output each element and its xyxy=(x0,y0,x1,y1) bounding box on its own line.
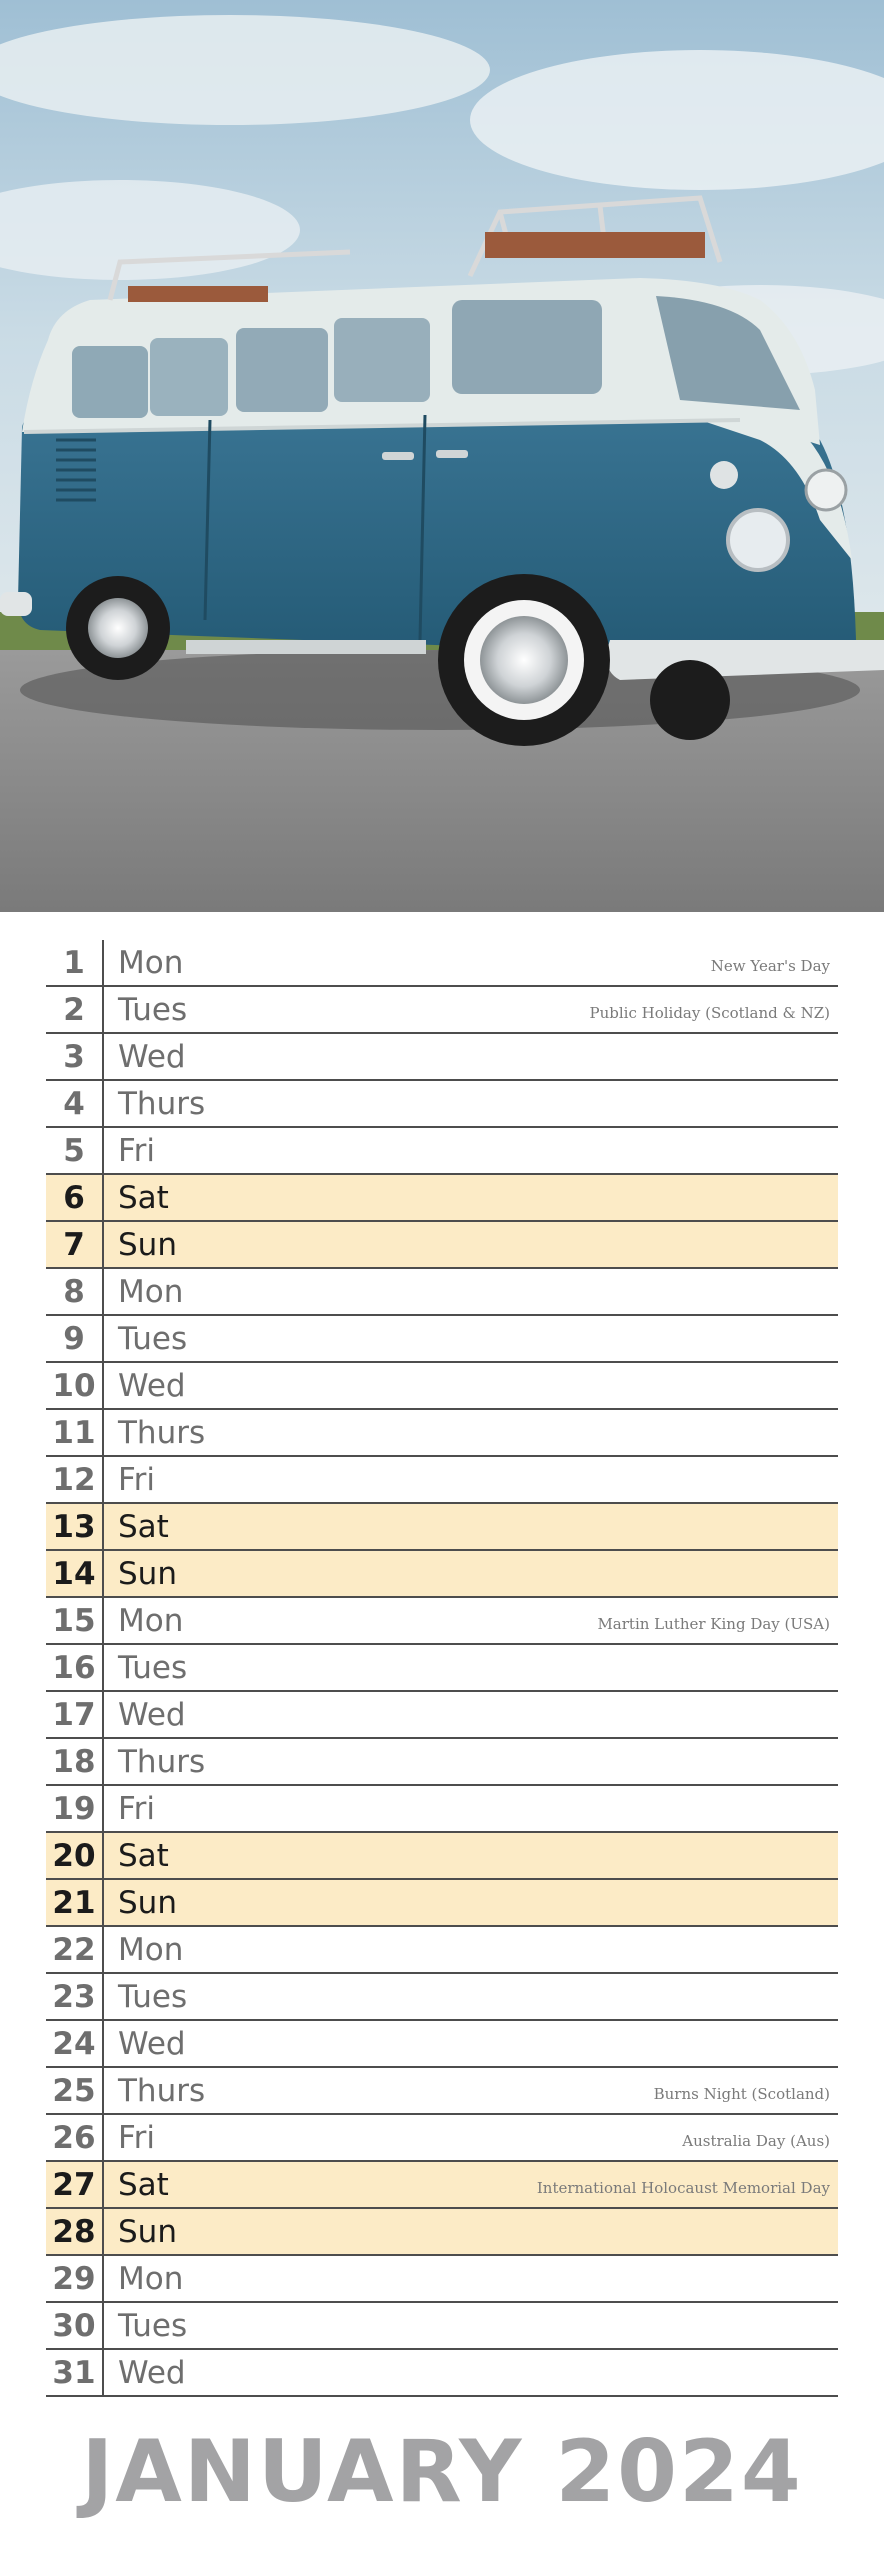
calendar-row xyxy=(46,2256,838,2303)
roof-rack-slats xyxy=(485,232,705,258)
holiday-note: International Holocaust Memorial Day xyxy=(536,2179,830,2197)
indicator-light xyxy=(710,461,738,489)
far-front-wheel xyxy=(650,660,730,740)
calendar-row xyxy=(46,2115,838,2162)
calendar-row xyxy=(46,987,838,1034)
weekday-name: Mon xyxy=(118,2261,184,2297)
day-number: 28 xyxy=(46,2209,104,2254)
day-number: 6 xyxy=(46,1175,104,1220)
calendar-row xyxy=(46,1081,838,1128)
weekday-name: Wed xyxy=(118,2026,186,2062)
weekday-name: Thurs xyxy=(118,2073,206,2109)
running-board xyxy=(186,640,426,654)
front-wheel-hub xyxy=(480,616,568,704)
calendar-row xyxy=(46,1598,838,1645)
day-number: 24 xyxy=(46,2021,104,2066)
day-number: 17 xyxy=(46,1692,104,1737)
day-number: 22 xyxy=(46,1927,104,1972)
day-number: 12 xyxy=(46,1457,104,1502)
weekday-name: Sat xyxy=(118,1838,169,1874)
roof-rack-slats xyxy=(128,286,268,302)
calendar-row xyxy=(46,1739,838,1786)
calendar-row xyxy=(46,2303,838,2350)
holiday-note: Burns Night (Scotland) xyxy=(653,2085,830,2103)
engine-vents xyxy=(56,440,96,500)
window xyxy=(236,328,328,412)
calendar-row xyxy=(46,1128,838,1175)
weekday-name: Thurs xyxy=(118,1744,206,1780)
headlight xyxy=(728,510,788,570)
weekday-name: Tues xyxy=(118,1979,188,2015)
calendar-row xyxy=(46,1692,838,1739)
calendar-row-weekend xyxy=(46,1504,838,1551)
calendar-row xyxy=(46,2068,838,2115)
calendar-row-weekend xyxy=(46,1551,838,1598)
day-number: 2 xyxy=(46,987,104,1032)
vw-camper-van-photo xyxy=(0,0,884,912)
weekday-name: Wed xyxy=(118,1697,186,1733)
day-number: 15 xyxy=(46,1598,104,1643)
weekday-name: Mon xyxy=(118,1603,184,1639)
holiday-note: Australia Day (Aus) xyxy=(682,2132,830,2150)
day-number: 23 xyxy=(46,1974,104,2019)
vw-emblem xyxy=(806,470,846,510)
weekday-name: Tues xyxy=(118,1650,188,1686)
day-number: 16 xyxy=(46,1645,104,1690)
calendar-row-weekend xyxy=(46,1222,838,1269)
weekday-name: Sat xyxy=(118,2167,169,2203)
day-number: 21 xyxy=(46,1880,104,1925)
day-number: 29 xyxy=(46,2256,104,2301)
weekday-name: Wed xyxy=(118,1368,186,1404)
day-number: 3 xyxy=(46,1034,104,1079)
weekday-name: Fri xyxy=(118,1462,155,1498)
calendar-row-weekend xyxy=(46,2162,838,2209)
weekday-name: Mon xyxy=(118,1274,184,1310)
window xyxy=(452,300,602,394)
calendar-row-weekend xyxy=(46,1880,838,1927)
day-number: 13 xyxy=(46,1504,104,1549)
weekday-name: Sun xyxy=(118,1227,177,1263)
weekday-name: Thurs xyxy=(118,1086,206,1122)
weekday-name: Sun xyxy=(118,1885,177,1921)
calendar-row xyxy=(46,2350,838,2397)
weekday-name: Sun xyxy=(118,1556,177,1592)
day-number: 18 xyxy=(46,1739,104,1784)
holiday-note: Martin Luther King Day (USA) xyxy=(597,1615,830,1633)
rear-bumper xyxy=(0,592,32,616)
day-number: 1 xyxy=(46,940,104,985)
day-number: 7 xyxy=(46,1222,104,1267)
calendar-row xyxy=(46,1269,838,1316)
day-number: 20 xyxy=(46,1833,104,1878)
day-number: 26 xyxy=(46,2115,104,2160)
calendar-day-list xyxy=(46,940,838,2397)
weekday-name: Thurs xyxy=(118,1415,206,1451)
day-number: 9 xyxy=(46,1316,104,1361)
calendar-row xyxy=(46,1974,838,2021)
calendar-row-weekend xyxy=(46,1175,838,1222)
holiday-note: Public Holiday (Scotland & NZ) xyxy=(589,1004,830,1022)
window xyxy=(334,318,430,402)
holiday-note: New Year's Day xyxy=(710,957,830,975)
window xyxy=(150,338,228,416)
calendar-row xyxy=(46,1316,838,1363)
day-number: 11 xyxy=(46,1410,104,1455)
weekday-name: Wed xyxy=(118,1039,186,1075)
weekday-name: Tues xyxy=(118,2308,188,2344)
day-number: 31 xyxy=(46,2350,104,2395)
weekday-name: Fri xyxy=(118,1133,155,1169)
weekday-name: Tues xyxy=(118,1321,188,1357)
weekday-name: Mon xyxy=(118,1932,184,1968)
calendar-row xyxy=(46,1363,838,1410)
day-number: 5 xyxy=(46,1128,104,1173)
calendar-row-weekend xyxy=(46,1833,838,1880)
door-handle xyxy=(436,450,468,458)
rear-wheel-hub xyxy=(88,598,148,658)
day-number: 30 xyxy=(46,2303,104,2348)
calendar-row xyxy=(46,1927,838,1974)
calendar-row xyxy=(46,1786,838,1833)
weekday-name: Fri xyxy=(118,2120,155,2156)
day-number: 10 xyxy=(46,1363,104,1408)
calendar-row xyxy=(46,1410,838,1457)
weekday-name: Sat xyxy=(118,1509,169,1545)
window xyxy=(72,346,148,418)
month-title: JANUARY 2024 xyxy=(81,2422,803,2522)
calendar-row xyxy=(46,2021,838,2068)
day-number: 14 xyxy=(46,1551,104,1596)
calendar-row-weekend xyxy=(46,2209,838,2256)
day-number: 4 xyxy=(46,1081,104,1126)
day-number: 25 xyxy=(46,2068,104,2113)
calendar-row xyxy=(46,1034,838,1081)
door-handle xyxy=(382,452,414,460)
day-number: 8 xyxy=(46,1269,104,1314)
weekday-name: Tues xyxy=(118,992,188,1028)
calendar-row xyxy=(46,1457,838,1504)
weekday-name: Mon xyxy=(118,945,184,981)
calendar-row xyxy=(46,1645,838,1692)
day-number: 27 xyxy=(46,2162,104,2207)
weekday-name: Sun xyxy=(118,2214,177,2250)
calendar-row xyxy=(46,940,838,987)
weekday-name: Sat xyxy=(118,1180,169,1216)
day-number: 19 xyxy=(46,1786,104,1831)
weekday-name: Fri xyxy=(118,1791,155,1827)
weekday-name: Wed xyxy=(118,2355,186,2391)
